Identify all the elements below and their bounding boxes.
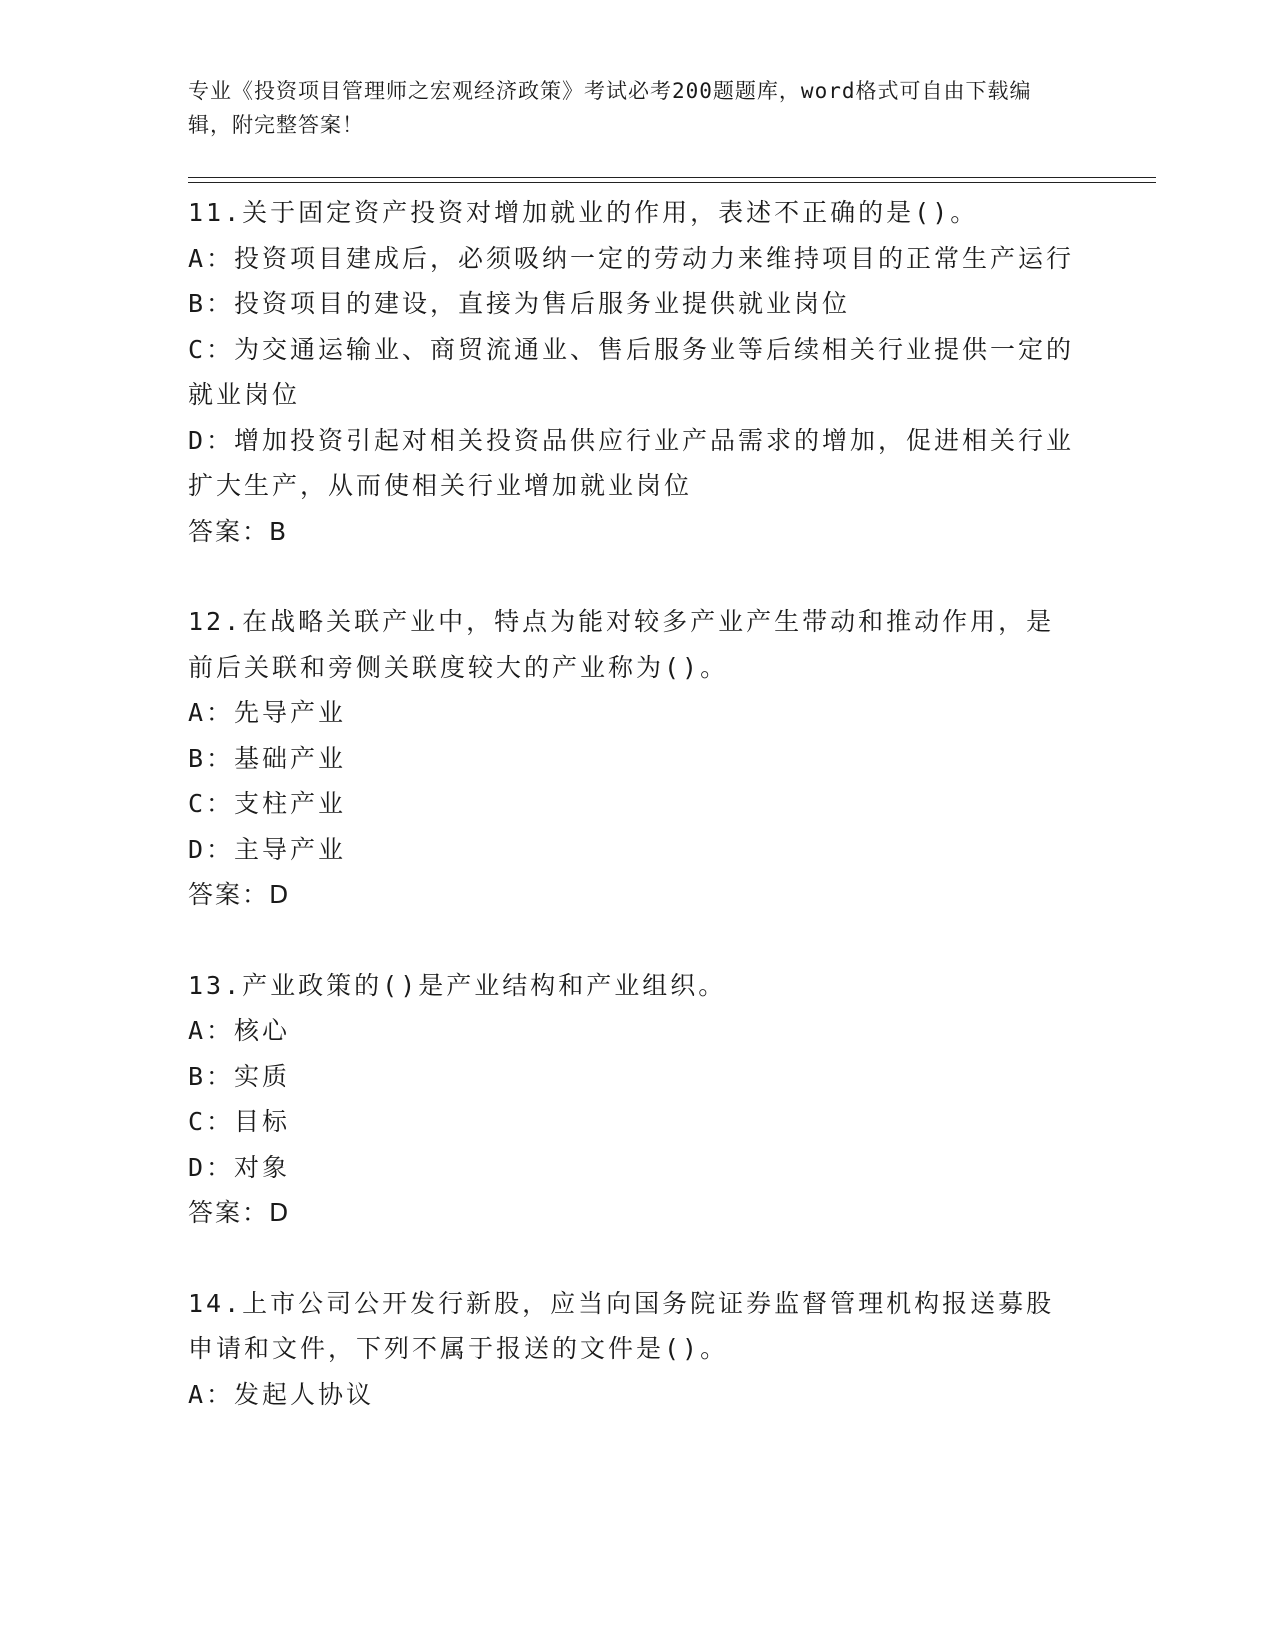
option-b: B：投资项目的建设，直接为售后服务业提供就业岗位 (188, 289, 851, 318)
header-rule-bottom (188, 182, 1156, 183)
question-13 (188, 963, 1078, 1236)
header-rule-top (188, 177, 1156, 178)
option-a: A：先导产业 (188, 698, 347, 727)
question-12 (188, 599, 1078, 918)
option-b: B：实质 (188, 1061, 291, 1091)
answer: 答案：D (188, 880, 291, 909)
option-c: C：为交通运输业、商贸流通业、售后服务业等后续相关行业提供一定的就业岗位 (188, 334, 1075, 409)
option-d: D：增加投资引起对相关投资品供应行业产品需求的增加，促进相关行业扩大生产，从而使相关行业增加就业岗位 (188, 425, 1075, 500)
option-c: C：支柱产业 (188, 789, 347, 818)
option-a: A：投资项目建成后，必须吸纳一定的劳动力来维持项目的正常生产运行 (188, 243, 1075, 273)
answer: 答案：D (188, 1198, 291, 1227)
question-stem: 13.产业政策的()是产业结构和产业组织。 (188, 970, 727, 1000)
option-d: D：主导产业 (188, 834, 347, 864)
question-14 (188, 1281, 1078, 1418)
question-stem: 14.上市公司公开发行新股，应当向国务院证券监督管理机构报送募股申请和文件，下列不属于报送的文件是()。 (188, 1288, 1055, 1363)
option-d: D：对象 (188, 1152, 291, 1182)
option-a: A：核心 (188, 1016, 291, 1045)
option-c: C：目标 (188, 1107, 291, 1136)
question-stem: 12.在战略关联产业中，特点为能对较多产业产生带动和推动作用，是前后关联和旁侧关联度较大的产业称为()。 (188, 607, 1055, 682)
question-list (188, 190, 1078, 1462)
option-b: B：基础产业 (188, 743, 347, 773)
question-11 (188, 190, 1078, 554)
option-a: A：发起人协议 (188, 1379, 375, 1409)
question-stem: 11.关于固定资产投资对增加就业的作用，表述不正确的是()。 (188, 198, 979, 227)
document-header: 专业《投资项目管理师之宏观经济政策》考试必考200题题库，word格式可自由下载编辑，附完整答案！ (188, 79, 1032, 137)
answer: 答案：B (188, 516, 289, 546)
